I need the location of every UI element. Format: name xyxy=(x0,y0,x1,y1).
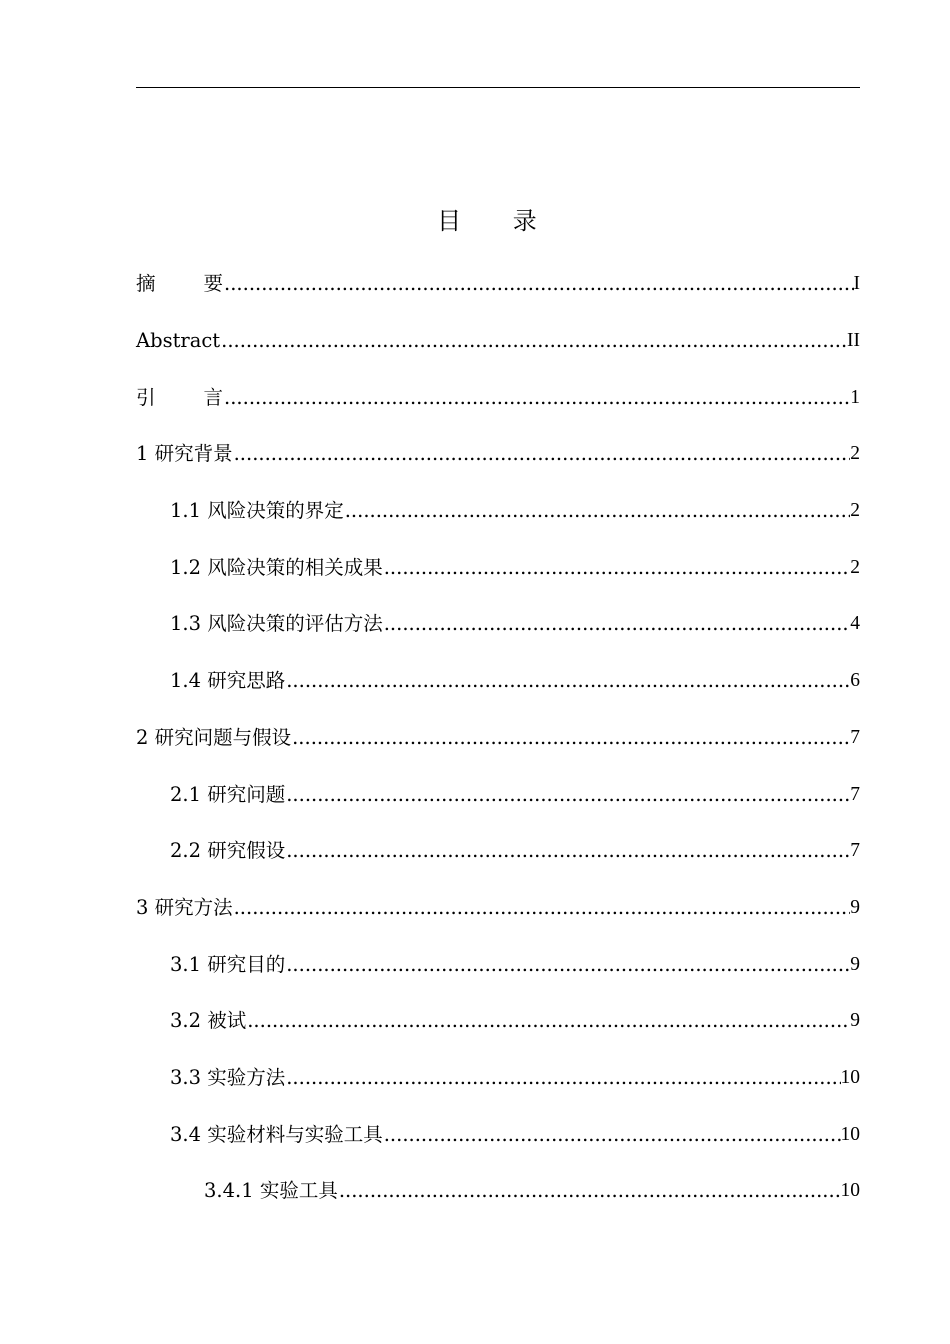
toc-entry[interactable] xyxy=(136,426,860,483)
toc-entry-page: 7 xyxy=(850,726,860,748)
toc-entry[interactable] xyxy=(136,1050,860,1107)
toc-entry[interactable] xyxy=(136,596,860,653)
toc-entry-label: 1.2 风险决策的相关成果 xyxy=(170,555,383,579)
toc-entry[interactable] xyxy=(136,539,860,596)
toc-entry-label: 引言 xyxy=(136,385,224,409)
toc-entry-page: 9 xyxy=(850,953,860,975)
toc-dot-leader xyxy=(285,782,850,808)
toc-dot-leader xyxy=(285,1065,840,1091)
toc-entry-label: 1.4 研究思路 xyxy=(170,669,286,693)
toc-title: 目 录 xyxy=(437,207,559,235)
toc-entry-page: 9 xyxy=(850,896,860,918)
toc-dot-leader xyxy=(223,385,850,411)
toc-dot-leader xyxy=(383,555,851,581)
toc-entry-label: 3.2 被试 xyxy=(170,1009,247,1033)
toc-entry-page: 7 xyxy=(850,783,860,805)
toc-dot-leader xyxy=(220,328,847,354)
toc-entry-page: 9 xyxy=(850,1010,860,1032)
toc-entry-page: 2 xyxy=(850,443,860,465)
toc-entry[interactable] xyxy=(136,483,860,540)
toc-dot-leader xyxy=(285,838,850,864)
toc-entry[interactable] xyxy=(136,1106,860,1163)
toc-entry[interactable] xyxy=(136,766,860,823)
toc-dot-leader xyxy=(383,611,851,637)
toc-entry-page: 7 xyxy=(850,840,860,862)
toc-dot-leader xyxy=(233,441,851,467)
toc-entry-page: 10 xyxy=(840,1066,860,1088)
toc-entry-page: 1 xyxy=(850,386,860,408)
toc-entry-page: 2 xyxy=(850,556,860,578)
toc-entry-page: 2 xyxy=(850,500,860,522)
toc-entry-label: 1.3 风险决策的评估方法 xyxy=(170,612,383,636)
toc-entry-label: 3.1 研究目的 xyxy=(170,952,286,976)
toc-entry-page: II xyxy=(847,330,860,352)
toc-entry-page: 4 xyxy=(850,613,860,635)
toc-entry[interactable] xyxy=(136,1163,860,1220)
toc-entry-label: 摘要 xyxy=(136,272,224,296)
toc-entry-page: I xyxy=(853,273,860,295)
toc-dot-leader xyxy=(338,1178,841,1204)
toc-dot-leader xyxy=(291,725,850,751)
toc-entry-page: 10 xyxy=(840,1123,860,1145)
table-of-contents xyxy=(136,256,860,1220)
toc-entry[interactable] xyxy=(136,369,860,426)
toc-entry-label: 1.1 风险决策的界定 xyxy=(170,499,344,523)
header-rule xyxy=(136,87,860,88)
toc-entry[interactable] xyxy=(136,936,860,993)
toc-entry[interactable] xyxy=(136,993,860,1050)
toc-entry-label: 1 研究背景 xyxy=(136,442,233,466)
toc-entry-label: 2.1 研究问题 xyxy=(170,782,286,806)
toc-entry-label: 2 研究问题与假设 xyxy=(136,725,292,749)
toc-entry[interactable] xyxy=(136,710,860,767)
toc-entry-label: 3.4 实验材料与实验工具 xyxy=(170,1122,383,1146)
toc-dot-leader xyxy=(285,668,850,694)
toc-entry-page: 10 xyxy=(840,1180,860,1202)
toc-dot-leader xyxy=(223,271,853,297)
toc-entry[interactable] xyxy=(136,653,860,710)
toc-entry-label: 2.2 研究假设 xyxy=(170,839,286,863)
toc-entry[interactable] xyxy=(136,256,860,313)
toc-dot-leader xyxy=(344,498,851,524)
toc-entry-label: Abstract xyxy=(136,329,221,353)
toc-dot-leader xyxy=(383,1122,841,1148)
toc-entry[interactable] xyxy=(136,823,860,880)
toc-entry[interactable] xyxy=(136,313,860,370)
toc-entry-label: 3 研究方法 xyxy=(136,895,233,919)
toc-dot-leader xyxy=(285,952,850,978)
toc-entry-label: 3.3 实验方法 xyxy=(170,1065,286,1089)
toc-entry[interactable] xyxy=(136,880,860,937)
toc-entry-label: 3.4.1 实验工具 xyxy=(204,1179,338,1203)
toc-dot-leader xyxy=(246,1008,850,1034)
toc-entry-page: 6 xyxy=(850,670,860,692)
toc-dot-leader xyxy=(233,895,851,921)
